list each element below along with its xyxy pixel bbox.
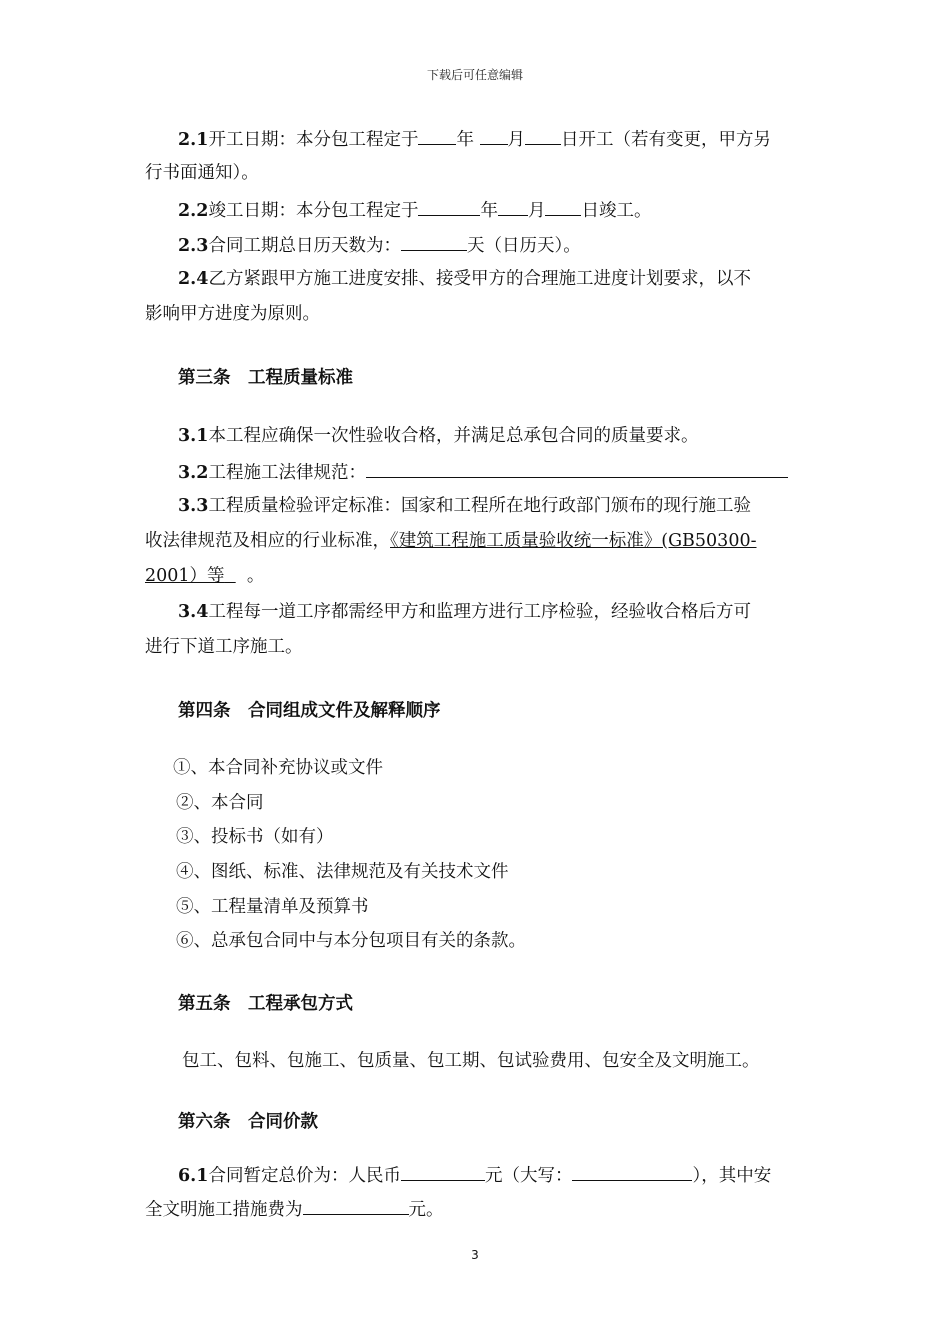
clause-text: 乙方紧跟甲方施工进度安排、接受甲方的合理施工进度计划要求，以不 — [208, 269, 751, 289]
clause-text: 竣工日期：本分包工程定于 — [208, 201, 419, 221]
blank-year[interactable] — [418, 127, 456, 145]
clause-text: 工程施工法律规范： — [208, 463, 366, 483]
clause-number: 2.2 — [178, 201, 209, 221]
clause-text: 元（大写： — [484, 1166, 573, 1186]
clause-number: 3.1 — [178, 426, 209, 446]
clause-2-3 — [178, 233, 581, 257]
month-label: 月 — [507, 130, 526, 150]
clause-3-3-cont — [145, 530, 757, 552]
list-item: ②、本合同 — [176, 793, 264, 813]
year-label: 年 — [456, 130, 474, 150]
clause-text: 元。 — [408, 1200, 444, 1220]
clause-text: 日竣工。 — [581, 201, 652, 221]
blank-days[interactable] — [401, 233, 467, 251]
clause-number: 3.3 — [178, 496, 209, 516]
list-item: ①、本合同补充协议或文件 — [173, 758, 383, 778]
clause-3-4-cont: 进行下道工序施工。 — [145, 637, 303, 657]
contract-method-text: 包工、包料、包施工、包质量、包工期、包试验费用、包安全及文明施工。 — [182, 1051, 760, 1071]
blank-amount[interactable] — [401, 1163, 485, 1181]
clause-text: 工程每一道工序都需经甲方和监理方进行工序检验，经验收合格后方可 — [208, 602, 751, 622]
blank-regulations[interactable] — [366, 460, 788, 478]
blank-month[interactable] — [480, 127, 508, 145]
clause-2-1-cont: 行书面通知）。 — [145, 163, 259, 183]
clause-2-4-cont: 影响甲方进度为原则。 — [145, 304, 320, 324]
list-item: ④、图纸、标准、法律规范及有关技术文件 — [176, 862, 509, 882]
clause-3-3 — [178, 495, 751, 517]
standard-reference: 《建筑工程施工质量验收统一标准》(GB50300- — [390, 531, 757, 551]
blank-year[interactable] — [418, 198, 480, 216]
clause-text: 。 — [246, 566, 265, 586]
blank-day[interactable] — [525, 127, 561, 145]
section-heading-6: 第六条 合同价款 — [178, 1112, 318, 1132]
clause-3-2 — [178, 460, 788, 484]
month-label: 月 — [527, 201, 546, 221]
blank-month[interactable] — [498, 198, 528, 216]
year-label: 年 — [480, 201, 498, 221]
clause-number: 2.3 — [178, 236, 209, 256]
clause-text: ），其中安 — [692, 1166, 772, 1186]
section-heading-3: 第三条 工程质量标准 — [178, 368, 353, 388]
clause-number: 6.1 — [178, 1166, 209, 1186]
section-heading-5: 第五条 工程承包方式 — [178, 994, 353, 1014]
list-item: ③、投标书（如有） — [176, 827, 334, 847]
clause-text: 天（日历天）。 — [466, 236, 581, 256]
clause-2-1 — [178, 127, 771, 151]
blank-amount-words[interactable] — [572, 1163, 692, 1181]
clause-text: 日开工（若有变更，甲方另 — [561, 130, 772, 150]
clause-2-2 — [178, 198, 651, 222]
clause-text: 合同工期总日历天数为： — [208, 236, 401, 256]
clause-3-1 — [178, 425, 698, 447]
clause-text: 全文明施工措施费为 — [145, 1200, 303, 1220]
section-heading-4: 第四条 合同组成文件及解释顺序 — [178, 701, 441, 721]
clause-3-4 — [178, 601, 751, 623]
blank-day[interactable] — [545, 198, 581, 216]
page-number: 3 — [471, 1248, 479, 1262]
list-item: ⑤、工程量清单及预算书 — [176, 897, 369, 917]
clause-number: 2.4 — [178, 269, 209, 289]
clause-text: 工程质量检验评定标准：国家和工程所在地行政部门颁布的现行施工验 — [208, 496, 751, 516]
clause-3-3-cont2 — [145, 565, 264, 587]
page-header: 下载后可任意编辑 — [426, 68, 523, 82]
list-item: ⑥、总承包合同中与本分包项目有关的条款。 — [176, 931, 526, 951]
clause-number: 2.1 — [178, 130, 209, 150]
clause-text: 开工日期：本分包工程定于 — [208, 130, 419, 150]
standard-reference-cont: 2001）等 — [145, 566, 225, 586]
clause-text: 本工程应确保一次性验收合格，并满足总承包合同的质量要求。 — [208, 426, 699, 446]
clause-number: 3.4 — [178, 602, 209, 622]
clause-text: 合同暂定总价为：人民币 — [208, 1166, 401, 1186]
blank-safety-fee[interactable] — [303, 1197, 409, 1215]
clause-2-4 — [178, 268, 751, 290]
clause-text: 收法律规范及相应的行业标准， — [145, 531, 390, 551]
clause-number: 3.2 — [178, 463, 209, 483]
clause-6-1-cont — [145, 1197, 444, 1221]
clause-6-1 — [178, 1163, 771, 1187]
